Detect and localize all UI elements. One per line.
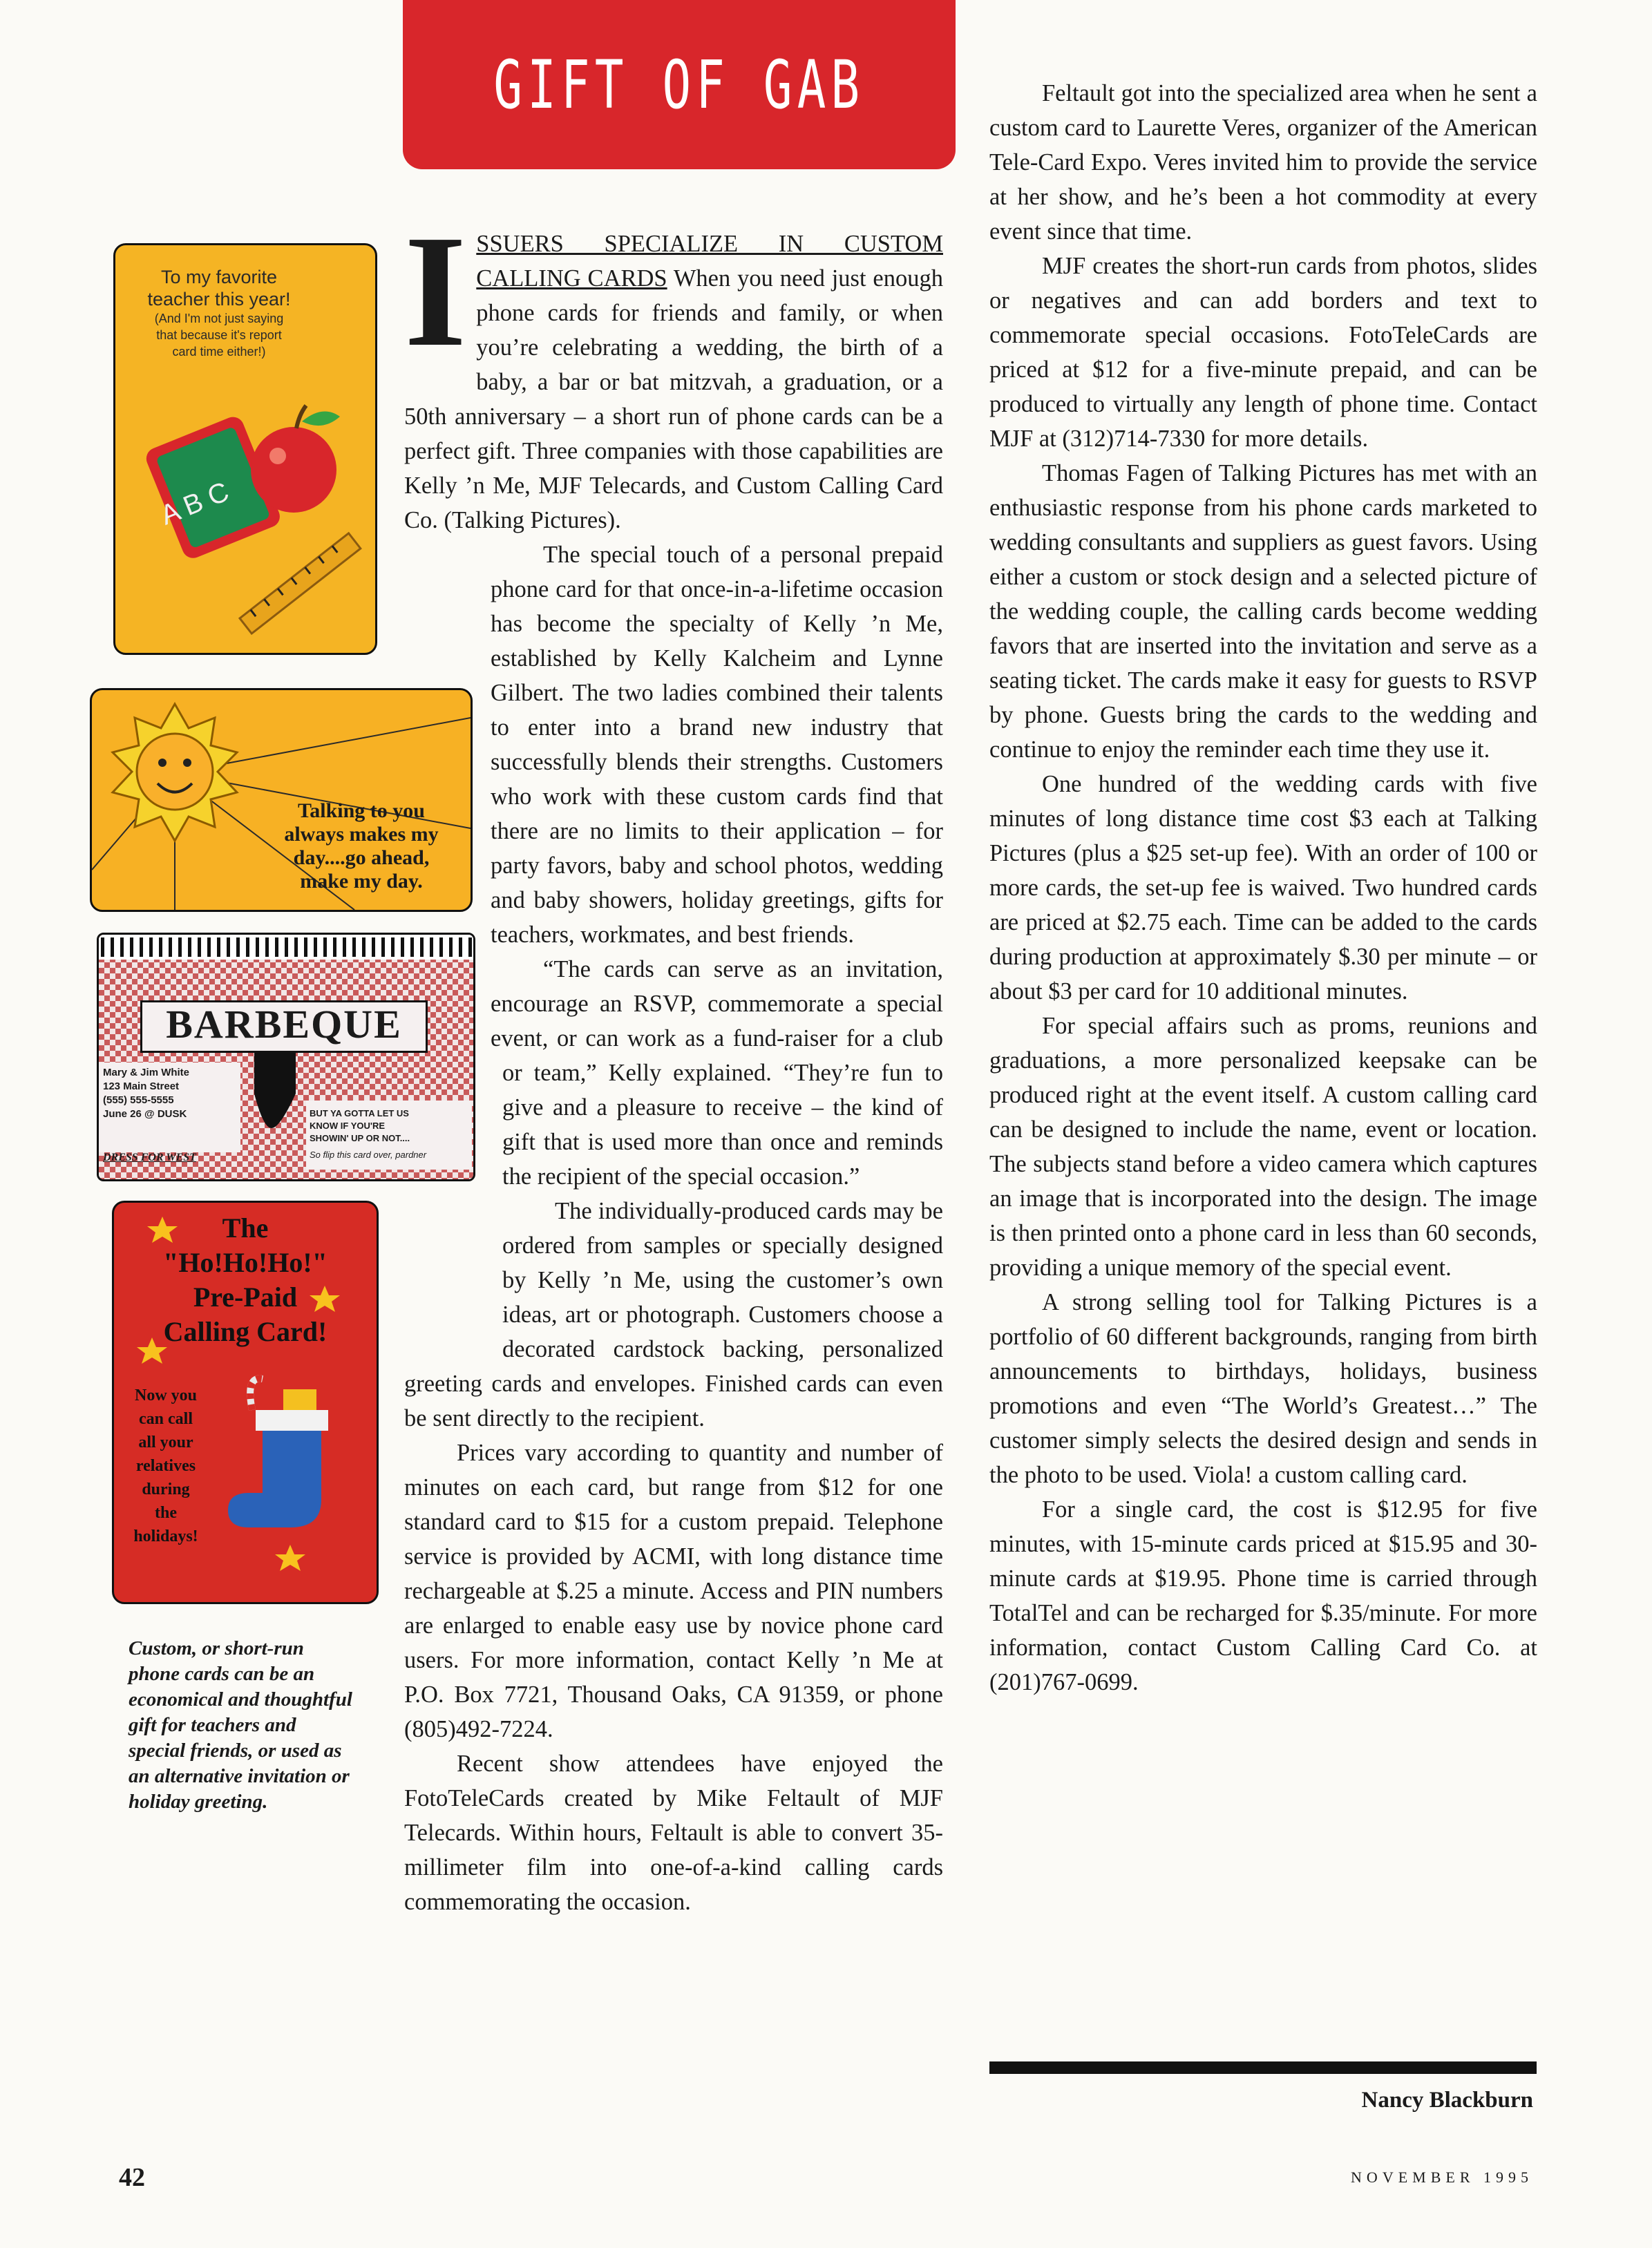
body-paragraph: A strong selling tool for Talking Pictures is a portfolio of 60 different backgrounds, ranging from birth announcements to birthdays, holidays, business promotions and even “The World’s Greatest…” The customer simply selects the desired design and sends in the photo to be used. Viola! a custom calling card. — [989, 1289, 1537, 1488]
holiday-message-line: can call — [139, 1410, 193, 1428]
body-paragraph: “The cards can serve as an invitation, encourage an RSVP, commemorate a special event, or can work as a fund-raiser for a club or team,” Kelly explained. “They’re fun to give and a pleasure to receive – the kind of gift that is used more than once and reminds the recipient of the special occasion.” — [491, 956, 943, 1190]
barbeque-rsvp-line: BUT YA GOTTA LET US — [310, 1108, 409, 1118]
body-paragraph: Prices vary according to quantity and number of minutes on each card, but range from $12 for one standard card to $15 for a custom prepaid. Telephone service is provided by ACMI, with long distance time rechargeable at $.25 a minute. Access and PIN numbers are enlarged to enable easy use by novice phone card users. For more information, contact Kelly ’n Me at P.O. Box 7721, Thousand Oaks, CA 91359, or phone (805)492-7224. — [404, 1440, 943, 1742]
title-banner — [403, 0, 956, 169]
holiday-message-line: relatives — [135, 1457, 196, 1475]
article-headline: SSUERS SPECIALIZE IN CUSTOM CALLING CARDS — [476, 231, 943, 292]
lead-paragraph — [404, 202, 943, 537]
holiday-card-message — [114, 1384, 218, 1548]
teacher-card-line: that because it's report — [156, 328, 282, 342]
page-number: 42 — [119, 2163, 145, 2192]
article-column-right — [989, 76, 1537, 1699]
issue-date: NOVEMBER 1995 — [1351, 2169, 1533, 2186]
lead-text: When you need just enough phone cards for friends and family, or when you’re celebrating a wedding, the birth of a baby, a bar or bat mitzvah, a graduation, or a 50th anniversary – a short run of phone cards can be a perfect gift. Three companies with those capabilities are Kelly ’n Me, MJF Telecards, and Custom Calling Card Co. (Talking Pictures). — [404, 265, 943, 533]
barbeque-dress-code: DRESS FOR WEST — [103, 1152, 196, 1163]
barbeque-rsvp-line: SHOWIN' UP OR NOT.... — [310, 1133, 410, 1143]
holiday-headline-line: Calling Card! — [163, 1316, 327, 1347]
body-paragraph: Feltault got into the specialized area when he sent a custom card to Laurette Veres, organizer of the American Tele-Card Expo. Veres invited him to provide the service at her show, and he’s been a hot commodity at every event since that time. — [989, 80, 1537, 245]
sun-card-line: make my day. — [300, 870, 423, 893]
drop-cap: I — [404, 202, 467, 380]
teacher-card-line: To my favorite — [160, 267, 278, 287]
barbeque-rsvp-line: So flip this card over, pardner — [310, 1150, 427, 1160]
body-paragraph: For special affairs such as proms, reunions and graduations, a more personalized keepsake can be produced right at the event itself. A custom calling card can be designed to include the name, event or location. The subjects stand before a video camera which captures an image that is incorporated into the design. The image is then printed onto a phone card in less than 60 seconds, providing a unique memory of the special event. — [989, 1013, 1537, 1281]
image-wrap-spacer — [404, 576, 491, 1074]
body-paragraph: The individually-produced cards may be ordered from samples or specially designed by Kelly ’n Me, using the customer’s own ideas, art or photograph. Customers choose a decorated cardstock backing, personalized greeting cards and envelopes. Finished cards can even be sent directly to the recipient. — [404, 1198, 943, 1431]
end-rule — [989, 2061, 1537, 2074]
barbeque-address-line: (555) 555-5555 — [103, 1094, 174, 1106]
teacher-card-line: card time either!) — [172, 345, 266, 359]
holiday-message-line: all your — [138, 1433, 193, 1451]
body-paragraph: Recent show attendees have enjoyed the FotoTeleCards created by Mike Feltault of MJF Telecards. Within hours, Feltault is able to convert 35-millimeter film into one-of-a-kind calling cards commemorating the occasion. — [404, 1751, 943, 1915]
article-title: GIFT OF GAB — [493, 46, 865, 124]
sun-card-line: always makes my — [284, 823, 439, 846]
barbeque-address-line: June 26 @ DUSK — [103, 1108, 187, 1120]
barbeque-address-line: Mary & Jim White — [103, 1067, 190, 1078]
holiday-message-line: during — [142, 1480, 190, 1498]
holiday-headline-line: "Ho!Ho!Ho!" — [163, 1247, 327, 1278]
barbeque-card-title: BARBEQUE — [140, 1000, 428, 1053]
photo-caption: Custom, or short-run phone cards can be an economical and thoughtful gift for teachers and special friends, or used as an alternative invitation or holiday greeting. — [129, 1637, 352, 1813]
teacher-card-line: (And I'm not just saying — [154, 312, 284, 325]
body-paragraph: Thomas Fagen of Talking Pictures has met with an enthusiastic response from his phone cards marketed to wedding consultants and suppliers as guest favors. Using either a custom or stock design and a selected picture of the wedding couple, the calling cards become wedding favors that are inserted into the invitation and serve as a seating ticket. The cards make it easy for guests to RSVP by phone. Guests bring the cards to the wedding and continue to enjoy the reminder each time they use it. — [989, 460, 1537, 763]
author-byline: Nancy Blackburn — [1361, 2088, 1533, 2113]
body-paragraph: The special touch of a personal prepaid phone card for that once-in-a-lifetime occasion has become the specialty of Kelly ’n Me, established by Kelly Kalcheim and Lynne Gilbert. The two ladies combined their talents to enter into a brand new industry that successfully blends their strengths. Customers who work with these custom cards find that there are no limits to their application – for party favors, baby and school photos, wedding and baby showers, holiday greetings, gifts for teachers, workmates, and best friends. — [491, 542, 943, 948]
holiday-message-line: Now you — [134, 1387, 197, 1404]
teacher-card-message — [115, 266, 323, 360]
holiday-headline-line: Pre-Paid — [193, 1282, 298, 1313]
barbeque-card-address — [103, 1066, 241, 1121]
holiday-card-headline — [114, 1211, 377, 1349]
holiday-message-line: holidays! — [133, 1527, 198, 1545]
slate-letters: A B C — [156, 476, 234, 531]
barbeque-address-line: 123 Main Street — [103, 1080, 180, 1092]
body-paragraph: MJF creates the short-run cards from photos, slides or negatives and can add borders and text to commemorate special occasions. FotoTeleCards are priced at $12 for a five-minute prepaid, and can be produced to virtually any length of phone time. Contact MJF at (312)714-7330 for more details. — [989, 253, 1537, 452]
teacher-phone-card-image — [113, 243, 377, 655]
body-paragraph: One hundred of the wedding cards with five minutes of long distance time cost $3 each at Talking Pictures (plus a $25 set-up fee). With an order of 100 or more cards, the set-up fee is waived. Two hundred cards are priced at $2.75 each. Time can be added to the cards during production at approximately $.30 per minute – or about $3 per card for 10 additional minutes. — [989, 771, 1537, 1004]
article-column-middle — [404, 202, 943, 1919]
image-wrap-spacer — [404, 1074, 502, 1343]
body-paragraph: For a single card, the cost is $12.95 for five minutes, with 15-minute cards priced at $15.95 and 30-minute cards at $19.95. Phone time is carried through TotalTel and can be recharged for $.35/minute. For more information, contact Custom Calling Card Co. at (201)767-0699. — [989, 1496, 1537, 1695]
sun-card-line: Talking to you — [298, 799, 425, 822]
holiday-headline-line: The — [222, 1212, 269, 1244]
sun-card-line: day....go ahead, — [293, 846, 430, 869]
teacher-card-line: teacher this year! — [147, 289, 291, 309]
holiday-message-line: the — [155, 1504, 177, 1522]
barbeque-rsvp-line: KNOW IF YOU'RE — [310, 1121, 386, 1131]
holiday-phone-card-image — [112, 1201, 379, 1604]
